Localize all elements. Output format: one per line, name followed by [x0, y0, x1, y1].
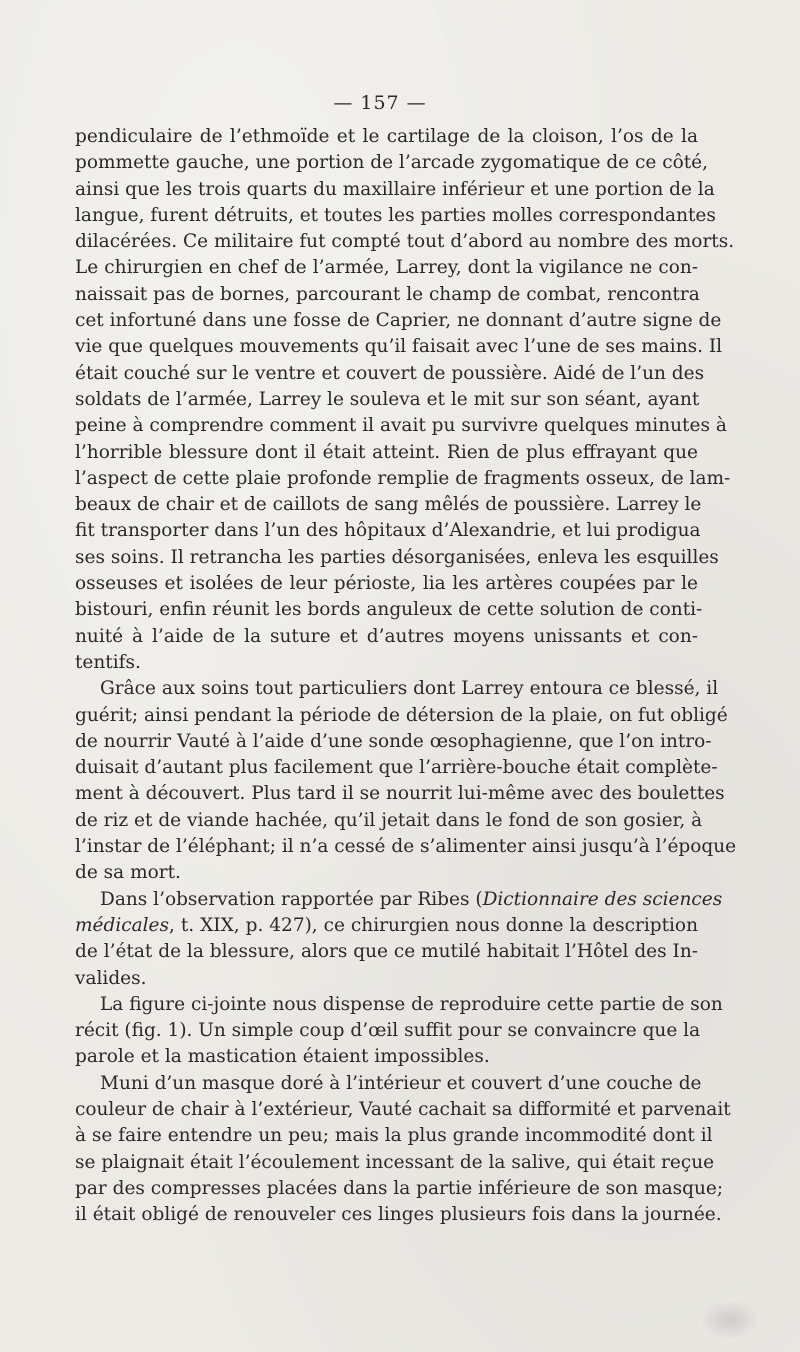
text-line: langue, furent détruits, et toutes les parties molles correspondantes: [75, 204, 716, 226]
text-line: bistouri, enfin réunit les bords anguleux de cette solution de conti-: [75, 599, 703, 621]
text-line: l’instar de l’éléphant; il n’a cessé de s’alimenter ainsi jusqu’à l’époque: [75, 836, 737, 858]
text-line: valides.: [75, 967, 147, 989]
text-line: Le chirurgien en chef de l’armée, Larrey, dont la vigilance ne con-: [75, 257, 698, 279]
text-line: il était obligé de renouveler ces linges plusieurs fois dans la journée.: [75, 1204, 722, 1226]
text-line: cet infortuné dans une fosse de Caprier, ne donnant d’autre signe de: [75, 310, 722, 332]
text-line: pendiculaire de l’ethmoïde et le cartilage de la cloison, l’os de la: [75, 126, 698, 147]
text-line: tentifs.: [75, 651, 141, 673]
text-line: l’aspect de cette plaie profonde remplie de fragments osseux, de lam-: [75, 467, 731, 489]
text-line: beaux de chair et de caillots de sang mêlés de poussière. Larrey le: [75, 494, 702, 516]
text-line: Grâce aux soins tout particuliers dont Larrey entoura ce blessé, il: [100, 678, 719, 700]
text-line: dilacérées. Ce militaire fut compté tout d’abord au nombre des morts.: [75, 231, 735, 253]
text-line: récit (fig. 1). Un simple coup d’œil suffit pour se convaincre que la: [75, 1020, 701, 1042]
text-line: par des compresses placées dans la partie inférieure de son masque;: [75, 1177, 724, 1199]
text-line: Muni d’un masque doré à l’intérieur et couvert d’une couche de: [100, 1072, 702, 1094]
book-title-italic: Dictionnaire des sciences: [482, 888, 723, 910]
text-line: de riz et de viande hachée, qu’il jetait dans le fond de son gosier, à: [75, 809, 703, 831]
body-text: [75, 124, 737, 1228]
page-number: — 157 —: [333, 92, 427, 114]
text-line: ainsi que les trois quarts du maxillaire inférieur et une portion de la: [75, 178, 715, 200]
text-line: ses soins. Il retrancha les parties désorganisées, enleva les esquilles: [75, 546, 719, 568]
text-line: médicales, t. XIX, p. 427), ce chirurgien nous donne la description: [75, 914, 698, 936]
text-line: était couché sur le ventre et couvert de poussière. Aidé de l’un des: [75, 362, 705, 384]
text-line: de nourrir Vauté à l’aide d’une sonde œsophagienne, que l’on intro-: [75, 730, 712, 752]
text-line: naissait pas de bornes, parcourant le champ de combat, rencontra: [75, 283, 700, 305]
text-line: osseuses et isolées de leur périoste, lia les artères coupées par le: [75, 573, 698, 595]
text-line: couleur de chair à l’extérieur, Vauté cachait sa difformité et parvenait: [75, 1098, 731, 1120]
text-line: fit transporter dans l’un des hôpitaux d’Alexandrie, et lui prodigua: [75, 520, 701, 542]
text-line: nuité à l’aide de la suture et d’autres moyens unissants et con-: [75, 625, 698, 647]
text-line: Dans l’observation rapportée par Ribes (Dictionnaire des sciences: [100, 888, 723, 910]
text-line: vie que quelques mouvements qu’il faisait avec l’une de ses mains. Il: [75, 336, 723, 358]
text-line: pommette gauche, une portion de l’arcade zygomatique de ce côté,: [75, 152, 708, 174]
text-line: ment à découvert. Plus tard il se nourrit lui-même avec des boulettes: [75, 783, 725, 805]
text-line: de sa mort.: [75, 862, 181, 884]
text-line: à se faire entendre un peu; mais la plus grande incommodité dont il: [75, 1125, 713, 1147]
text-line: se plaignait était l’écoulement incessant de la salive, qui était reçue: [75, 1151, 715, 1173]
text-line: peine à comprendre comment il avait pu survivre quelques minutes à: [75, 415, 727, 437]
text-line: La figure ci-jointe nous dispense de reproduire cette partie de son: [100, 993, 723, 1015]
text-line: parole et la mastication étaient impossibles.: [75, 1046, 490, 1068]
book-title-italic: médicales: [75, 914, 169, 936]
paper-stain: [700, 1300, 760, 1340]
text-line: guérit; ainsi pendant la période de détersion de la plaie, on fut obligé: [75, 704, 728, 726]
text-line: duisait d’autant plus facilement que l’arrière-bouche était complète-: [75, 757, 718, 779]
text-line: de l’état de la blessure, alors que ce mutilé habitait l’Hôtel des In-: [75, 941, 698, 963]
text-line: soldats de l’armée, Larrey le souleva et le mit sur son séant, ayant: [75, 388, 700, 410]
text-line: l’horrible blessure dont il était atteint. Rien de plus effrayant que: [75, 441, 698, 463]
